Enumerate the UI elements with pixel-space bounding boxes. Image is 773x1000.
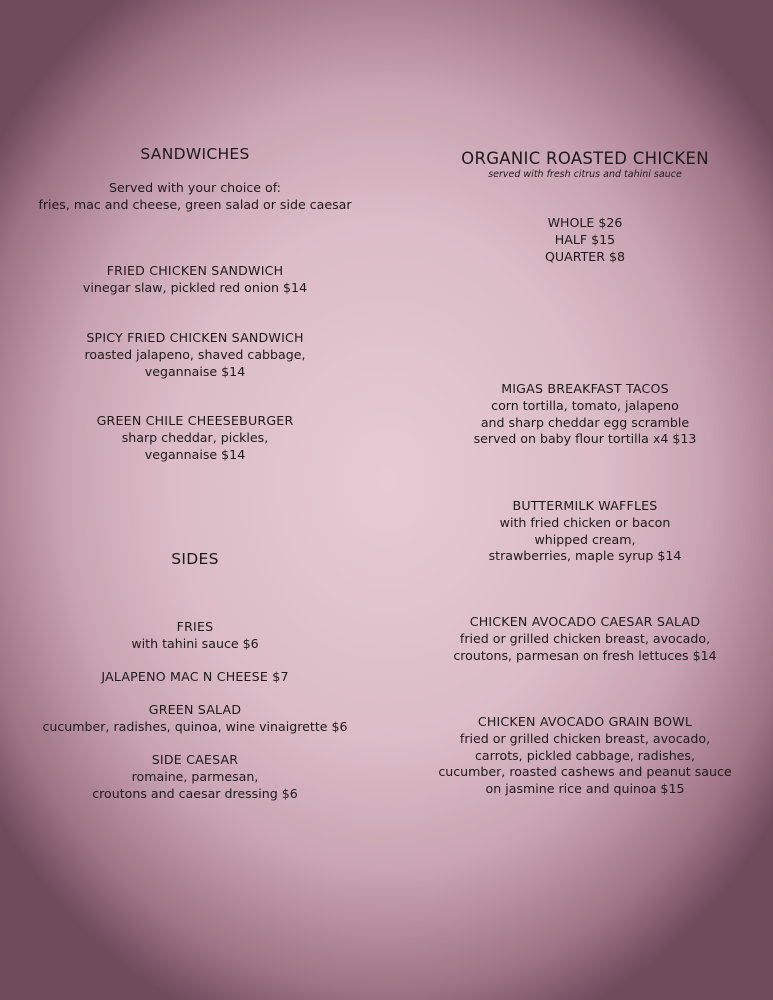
menu-item-green-salad (20, 702, 370, 736)
item-description: fried or grilled chicken breast, avocado, (459, 730, 711, 746)
item-description: corn tortilla, tomato, jalapeno (491, 397, 679, 413)
chicken-prices (415, 215, 755, 265)
menu-item-green-chile-cheeseburger (20, 413, 370, 463)
item-description: with tahini sauce $6 (131, 635, 259, 651)
item-description: croutons and caesar dressing $6 (92, 785, 298, 801)
sandwiches-section (20, 145, 370, 163)
item-description: fried or grilled chicken breast, avocado, (459, 630, 711, 646)
chicken-title: ORGANIC ROASTED CHICKEN (461, 149, 709, 168)
item-description: with fried chicken or bacon (499, 514, 671, 530)
item-description: strawberries, maple syrup $14 (488, 548, 682, 564)
menu-item-chicken-avocado-grain-bowl (415, 714, 755, 798)
menu-item-spicy-fried-chicken-sandwich (20, 330, 370, 380)
item-description: vegannaise $14 (144, 363, 246, 379)
item-description: roasted jalapeno, shaved cabbage, (84, 346, 306, 362)
intro-line: fries, mac and cheese, green salad or side caesar (38, 196, 352, 212)
menu-item-side-caesar (20, 752, 370, 802)
item-name: FRIED CHICKEN SANDWICH (106, 263, 284, 278)
sides-section (20, 550, 370, 568)
item-name: MIGAS BREAKFAST TACOS (501, 381, 669, 396)
menu-item-fries (20, 619, 370, 653)
item-description: whipped cream, (534, 531, 636, 547)
sandwiches-title: SANDWICHES (140, 145, 250, 163)
item-description: vinegar slaw, pickled red onion $14 (82, 279, 308, 295)
price-whole: WHOLE $26 (547, 215, 623, 230)
item-name: CHICKEN AVOCADO GRAIN BOWL (477, 714, 693, 729)
item-name: FRIES (176, 619, 214, 634)
menu-item-chicken-avocado-caesar-salad (415, 614, 755, 664)
item-name: SPICY FRIED CHICKEN SANDWICH (86, 330, 304, 345)
menu-item-buttermilk-waffles (415, 498, 755, 565)
item-name: BUTTERMILK WAFFLES (512, 498, 658, 513)
item-description: cucumber, roasted cashews and peanut sauce (438, 764, 732, 780)
item-name: CHICKEN AVOCADO CAESAR SALAD (469, 614, 701, 629)
sandwiches-intro (20, 180, 370, 214)
item-name: GREEN SALAD (148, 702, 242, 717)
item-name: SIDE CAESAR (151, 752, 239, 767)
item-description: served on baby flour tortilla x4 $13 (473, 431, 697, 447)
item-name: GREEN CHILE CHEESEBURGER (96, 413, 294, 428)
item-description: sharp cheddar, pickles, (121, 429, 269, 445)
intro-line: Served with your choice of: (109, 180, 281, 195)
item-description: and sharp cheddar egg scramble (480, 414, 690, 430)
item-description: carrots, pickled cabbage, radishes, (474, 747, 695, 763)
price-half: HALF $15 (554, 231, 616, 247)
item-description: on jasmine rice and quinoa $15 (485, 781, 685, 797)
item-description: romaine, parmesan, (131, 768, 259, 784)
price-quarter: QUARTER $8 (544, 248, 625, 264)
sides-title: SIDES (171, 550, 219, 568)
menu-item-migas-breakfast-tacos (415, 381, 755, 448)
menu-item-jalapeno-mac-n-cheese (20, 669, 370, 686)
menu-item-fried-chicken-sandwich (20, 263, 370, 297)
item-description: croutons, parmesan on fresh lettuces $14 (453, 647, 717, 663)
item-description: vegannaise $14 (144, 446, 246, 462)
chicken-subtitle: served with fresh citrus and tahini sauce (488, 169, 682, 180)
item-description: cucumber, radishes, quinoa, wine vinaigrette $6 (42, 718, 348, 734)
chicken-section (415, 149, 755, 180)
item-name: JALAPENO MAC N CHEESE $7 (101, 669, 289, 684)
